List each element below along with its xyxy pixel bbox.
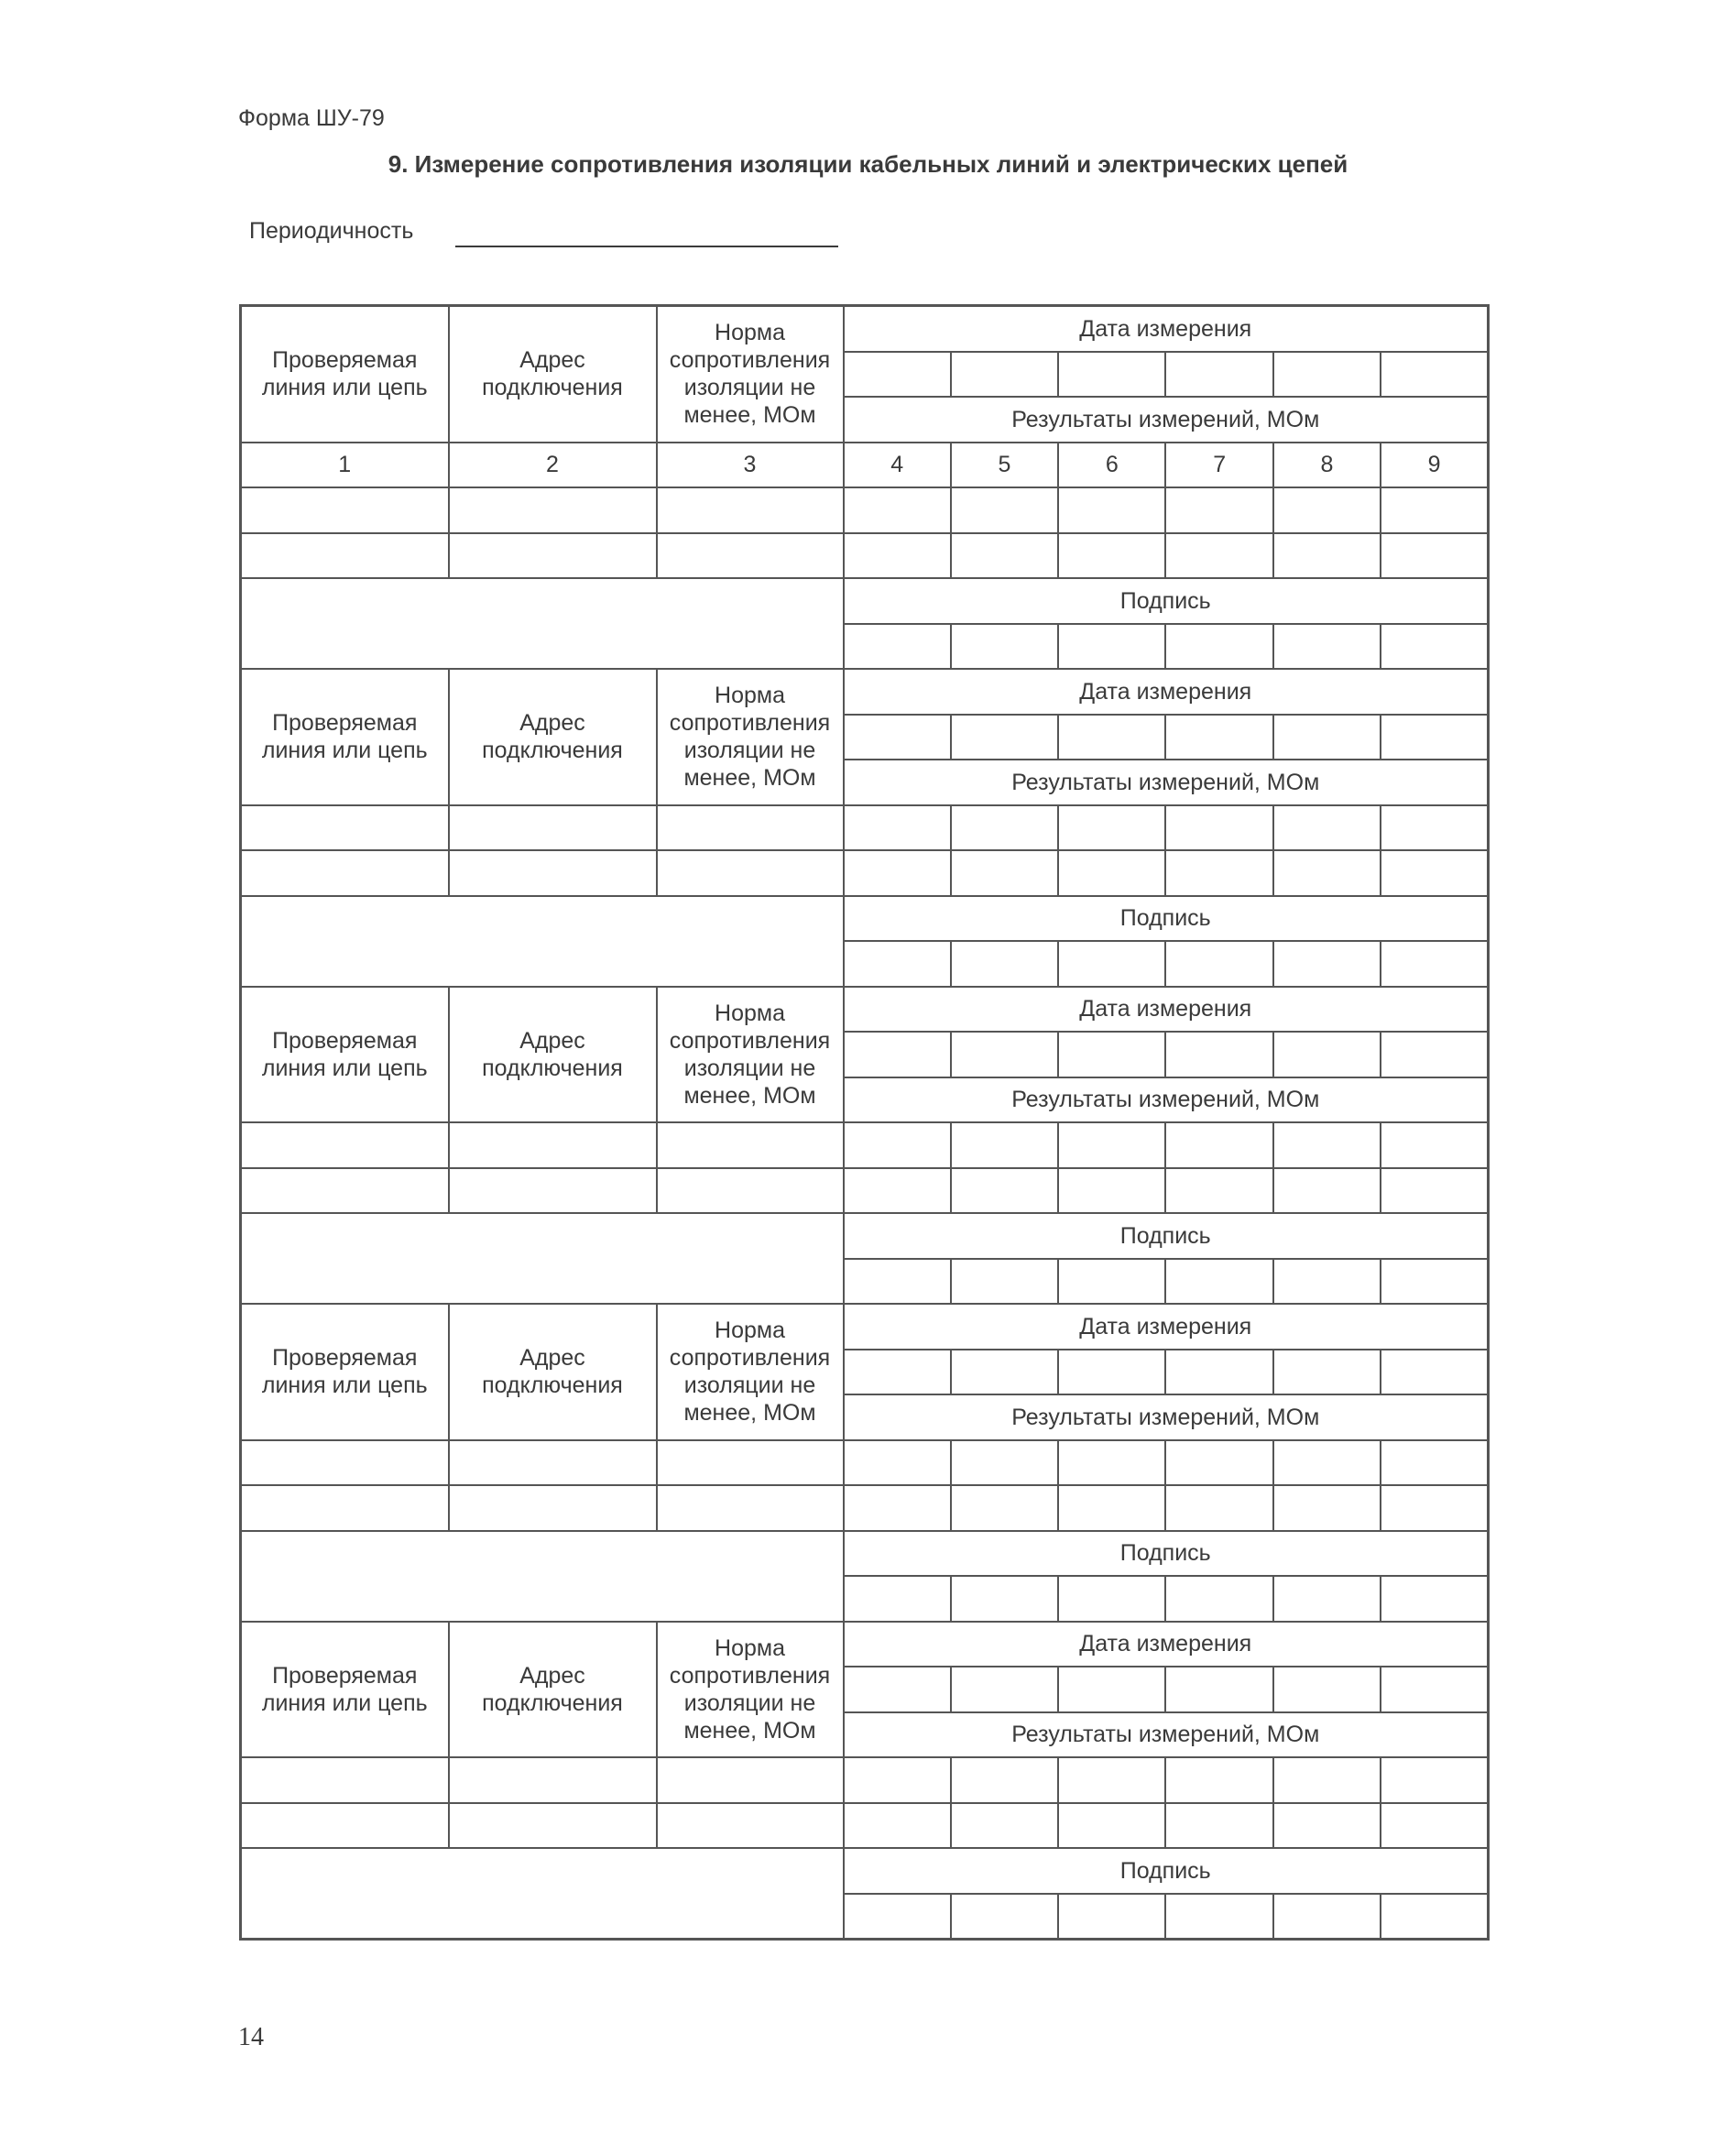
data-cell[interactable]	[1058, 1757, 1165, 1803]
data-cell[interactable]	[1273, 533, 1381, 579]
date-label: Дата измерения	[844, 987, 1489, 1033]
data-cell[interactable]	[657, 1757, 844, 1803]
data-cell[interactable]	[449, 1803, 657, 1849]
date-cell[interactable]	[1273, 715, 1381, 760]
data-cell[interactable]	[1058, 1122, 1165, 1168]
column-number: 2	[449, 443, 657, 488]
data-cell[interactable]	[657, 487, 844, 533]
column-header-line: Проверяемая линия или цепь	[241, 1622, 449, 1758]
signature-cell[interactable]	[1165, 624, 1272, 670]
data-cell[interactable]	[657, 1803, 844, 1849]
data-cell[interactable]	[951, 1440, 1058, 1486]
signature-cell[interactable]	[1058, 941, 1165, 987]
date-cell[interactable]	[1381, 352, 1488, 398]
data-cell[interactable]	[449, 1122, 657, 1168]
data-cell[interactable]	[657, 1122, 844, 1168]
column-header-line: Проверяемая линия или цепь	[241, 1304, 449, 1440]
column-header-line: Проверяемая линия или цепь	[241, 987, 449, 1123]
signature-cell[interactable]	[1273, 1576, 1381, 1622]
date-cell[interactable]	[1058, 715, 1165, 760]
data-cell[interactable]	[951, 487, 1058, 533]
form-code: Форма ШУ-79	[238, 105, 385, 131]
data-cell[interactable]	[1273, 1485, 1381, 1531]
signature-cell[interactable]	[1381, 1259, 1488, 1305]
date-cell[interactable]	[844, 1350, 951, 1395]
column-number: 6	[1058, 443, 1165, 488]
column-header-norm: Норма сопротивления изоляции не менее, МОм	[657, 1304, 844, 1440]
data-cell[interactable]	[844, 1485, 951, 1531]
data-cell[interactable]	[657, 1168, 844, 1214]
data-cell[interactable]	[449, 850, 657, 896]
data-cell[interactable]	[951, 1803, 1058, 1849]
signature-cell[interactable]	[1273, 941, 1381, 987]
date-label: Дата измерения	[844, 669, 1489, 715]
data-cell[interactable]	[1165, 850, 1272, 896]
measurement-table	[239, 304, 1490, 1941]
data-cell[interactable]	[1273, 1168, 1381, 1214]
date-cell[interactable]	[1058, 1667, 1165, 1712]
data-row	[241, 850, 1489, 896]
header-row	[241, 1304, 1489, 1350]
column-header-line: Проверяемая линия или цепь	[241, 669, 449, 805]
data-cell[interactable]	[1381, 1440, 1488, 1486]
date-cell[interactable]	[1058, 1032, 1165, 1077]
data-cell[interactable]	[241, 1757, 449, 1803]
date-cell[interactable]	[1381, 1350, 1488, 1395]
data-cell[interactable]	[1273, 805, 1381, 851]
results-label: Результаты измерений, МОм	[844, 760, 1489, 805]
data-cell[interactable]	[657, 850, 844, 896]
column-number: 9	[1381, 443, 1488, 488]
column-header-norm: Норма сопротивления изоляции не менее, МОм	[657, 1622, 844, 1758]
column-header-address: Адрес подключения	[449, 1622, 657, 1758]
data-cell[interactable]	[449, 1485, 657, 1531]
data-cell[interactable]	[241, 533, 449, 579]
periodicity-label: Периодичность	[249, 218, 414, 244]
data-cell[interactable]	[844, 1122, 951, 1168]
date-cell[interactable]	[844, 715, 951, 760]
signature-cell[interactable]	[951, 1259, 1058, 1305]
date-cell[interactable]	[1165, 1032, 1272, 1077]
data-cell[interactable]	[449, 805, 657, 851]
data-cell[interactable]	[1165, 1168, 1272, 1214]
data-cell[interactable]	[1381, 1803, 1488, 1849]
column-header-norm: Норма сопротивления изоляции не менее, МОм	[657, 306, 844, 443]
data-cell[interactable]	[1165, 1485, 1272, 1531]
date-cell[interactable]	[1058, 352, 1165, 398]
signature-cell[interactable]	[1165, 1259, 1272, 1305]
data-cell[interactable]	[657, 1485, 844, 1531]
column-header-address: Адрес подключения	[449, 306, 657, 443]
column-number: 7	[1165, 443, 1272, 488]
data-row	[241, 1803, 1489, 1849]
data-cell[interactable]	[1058, 850, 1165, 896]
signature-spacer	[241, 1531, 844, 1622]
signature-cell[interactable]	[844, 624, 951, 670]
date-cell[interactable]	[1381, 715, 1488, 760]
data-cell[interactable]	[951, 533, 1058, 579]
data-cell[interactable]	[1058, 487, 1165, 533]
signature-cell[interactable]	[1058, 1576, 1165, 1622]
data-row	[241, 1757, 1489, 1803]
signature-cell[interactable]	[844, 941, 951, 987]
data-cell[interactable]	[1058, 1803, 1165, 1849]
signature-cell[interactable]	[1381, 624, 1488, 670]
data-cell[interactable]	[241, 1803, 449, 1849]
date-cell[interactable]	[951, 715, 1058, 760]
results-label: Результаты измерений, МОм	[844, 397, 1489, 443]
signature-label: Подпись	[844, 578, 1489, 624]
data-cell[interactable]	[1381, 850, 1488, 896]
date-cell[interactable]	[951, 1667, 1058, 1712]
data-cell[interactable]	[844, 1803, 951, 1849]
signature-cell[interactable]	[1273, 624, 1381, 670]
signature-label-row	[241, 896, 1489, 942]
data-cell[interactable]	[1165, 487, 1272, 533]
data-row	[241, 1122, 1489, 1168]
signature-cell[interactable]	[1273, 1259, 1381, 1305]
results-label: Результаты измерений, МОм	[844, 1712, 1489, 1758]
date-label: Дата измерения	[844, 1622, 1489, 1667]
data-cell[interactable]	[1273, 1803, 1381, 1849]
signature-cell[interactable]	[951, 1894, 1058, 1940]
column-header-address: Адрес подключения	[449, 669, 657, 805]
signature-cell[interactable]	[951, 624, 1058, 670]
data-cell[interactable]	[1165, 1803, 1272, 1849]
column-header-address: Адрес подключения	[449, 1304, 657, 1440]
signature-label: Подпись	[844, 896, 1489, 942]
signature-cell[interactable]	[1058, 1259, 1165, 1305]
date-cell[interactable]	[1273, 352, 1381, 398]
data-cell[interactable]	[951, 1168, 1058, 1214]
data-cell[interactable]	[449, 1440, 657, 1486]
data-cell[interactable]	[241, 805, 449, 851]
column-header-address: Адрес подключения	[449, 987, 657, 1123]
column-numbers-row	[241, 443, 1489, 488]
data-cell[interactable]	[449, 533, 657, 579]
data-cell[interactable]	[1381, 487, 1488, 533]
signature-spacer	[241, 1848, 844, 1940]
data-cell[interactable]	[657, 533, 844, 579]
data-cell[interactable]	[844, 487, 951, 533]
date-cell[interactable]	[1273, 1350, 1381, 1395]
data-cell[interactable]	[1381, 1757, 1488, 1803]
signature-label-row	[241, 1531, 1489, 1577]
data-row	[241, 1485, 1489, 1531]
date-cell[interactable]	[1381, 1667, 1488, 1712]
data-cell[interactable]	[1165, 805, 1272, 851]
data-cell[interactable]	[1381, 1122, 1488, 1168]
data-cell[interactable]	[241, 487, 449, 533]
data-cell[interactable]	[1165, 1122, 1272, 1168]
column-header-norm: Норма сопротивления изоляции не менее, МОм	[657, 987, 844, 1123]
date-cell[interactable]	[1273, 1667, 1381, 1712]
data-cell[interactable]	[657, 1440, 844, 1486]
data-cell[interactable]	[1273, 1122, 1381, 1168]
data-cell[interactable]	[1381, 1168, 1488, 1214]
data-cell[interactable]	[449, 1168, 657, 1214]
column-number: 3	[657, 443, 844, 488]
data-cell[interactable]	[844, 1440, 951, 1486]
column-header-norm: Норма сопротивления изоляции не менее, МОм	[657, 669, 844, 805]
data-cell[interactable]	[844, 805, 951, 851]
header-row	[241, 306, 1489, 352]
data-cell[interactable]	[449, 1757, 657, 1803]
data-cell[interactable]	[241, 1122, 449, 1168]
signature-label-row	[241, 1848, 1489, 1894]
date-cell[interactable]	[844, 1667, 951, 1712]
signature-cell[interactable]	[1058, 1894, 1165, 1940]
date-cell[interactable]	[1165, 1667, 1272, 1712]
data-cell[interactable]	[1165, 533, 1272, 579]
results-label: Результаты измерений, МОм	[844, 1394, 1489, 1440]
date-cell[interactable]	[951, 1032, 1058, 1077]
date-cell[interactable]	[1058, 1350, 1165, 1395]
signature-spacer	[241, 1213, 844, 1304]
header-row	[241, 1622, 1489, 1667]
signature-cell[interactable]	[1273, 1894, 1381, 1940]
date-cell[interactable]	[844, 1032, 951, 1077]
data-cell[interactable]	[951, 1757, 1058, 1803]
signature-spacer	[241, 896, 844, 987]
date-cell[interactable]	[1165, 1350, 1272, 1395]
signature-label: Подпись	[844, 1848, 1489, 1894]
signature-label-row	[241, 578, 1489, 624]
data-cell[interactable]	[1165, 1757, 1272, 1803]
header-row	[241, 669, 1489, 715]
date-label: Дата измерения	[844, 1304, 1489, 1350]
data-row	[241, 487, 1489, 533]
data-cell[interactable]	[1058, 1168, 1165, 1214]
data-cell[interactable]	[951, 1122, 1058, 1168]
signature-cell[interactable]	[844, 1576, 951, 1622]
date-cell[interactable]	[1165, 715, 1272, 760]
data-cell[interactable]	[1273, 487, 1381, 533]
signature-label-row	[241, 1213, 1489, 1259]
signature-cell[interactable]	[1165, 1894, 1272, 1940]
data-cell[interactable]	[951, 805, 1058, 851]
page-number: 14	[238, 2023, 264, 2051]
results-label: Результаты измерений, МОм	[844, 1077, 1489, 1123]
data-cell[interactable]	[844, 1168, 951, 1214]
signature-cell[interactable]	[1381, 1894, 1488, 1940]
signature-label: Подпись	[844, 1213, 1489, 1259]
date-cell[interactable]	[1273, 1032, 1381, 1077]
data-row	[241, 533, 1489, 579]
data-cell[interactable]	[657, 805, 844, 851]
data-cell[interactable]	[1058, 1440, 1165, 1486]
data-cell[interactable]	[1381, 533, 1488, 579]
data-cell[interactable]	[241, 1440, 449, 1486]
column-number: 4	[844, 443, 951, 488]
data-cell[interactable]	[241, 1485, 449, 1531]
data-cell[interactable]	[1058, 533, 1165, 579]
page-title: 9. Измерение сопротивления изоляции кабельных линий и электрических цепей	[388, 150, 1348, 178]
data-cell[interactable]	[844, 533, 951, 579]
date-cell[interactable]	[1165, 352, 1272, 398]
data-row	[241, 1168, 1489, 1214]
column-number: 5	[951, 443, 1058, 488]
data-row	[241, 1440, 1489, 1486]
data-cell[interactable]	[449, 487, 657, 533]
signature-cell[interactable]	[1165, 941, 1272, 987]
signature-cell[interactable]	[1165, 1576, 1272, 1622]
data-cell[interactable]	[241, 850, 449, 896]
data-cell[interactable]	[951, 850, 1058, 896]
signature-cell[interactable]	[1381, 1576, 1488, 1622]
data-cell[interactable]	[951, 1485, 1058, 1531]
periodicity-field[interactable]	[455, 246, 838, 247]
data-cell[interactable]	[1058, 805, 1165, 851]
column-number: 1	[241, 443, 449, 488]
date-label: Дата измерения	[844, 306, 1489, 352]
signature-cell[interactable]	[1058, 624, 1165, 670]
data-cell[interactable]	[1273, 1757, 1381, 1803]
data-cell[interactable]	[1058, 1485, 1165, 1531]
data-cell[interactable]	[1273, 1440, 1381, 1486]
date-cell[interactable]	[1381, 1032, 1488, 1077]
signature-cell[interactable]	[951, 1576, 1058, 1622]
data-row	[241, 805, 1489, 851]
date-cell[interactable]	[844, 352, 951, 398]
signature-cell[interactable]	[1381, 941, 1488, 987]
signature-cell[interactable]	[844, 1259, 951, 1305]
data-cell[interactable]	[844, 850, 951, 896]
data-cell[interactable]	[844, 1757, 951, 1803]
data-cell[interactable]	[241, 1168, 449, 1214]
date-cell[interactable]	[951, 352, 1058, 398]
header-row	[241, 987, 1489, 1033]
data-cell[interactable]	[1381, 805, 1488, 851]
signature-label: Подпись	[844, 1531, 1489, 1577]
data-cell[interactable]	[1273, 850, 1381, 896]
column-header-line: Проверяемая линия или цепь	[241, 306, 449, 443]
signature-spacer	[241, 578, 844, 669]
column-number: 8	[1273, 443, 1381, 488]
signature-cell[interactable]	[951, 941, 1058, 987]
data-cell[interactable]	[1381, 1485, 1488, 1531]
signature-cell[interactable]	[844, 1894, 951, 1940]
data-cell[interactable]	[1165, 1440, 1272, 1486]
date-cell[interactable]	[951, 1350, 1058, 1395]
